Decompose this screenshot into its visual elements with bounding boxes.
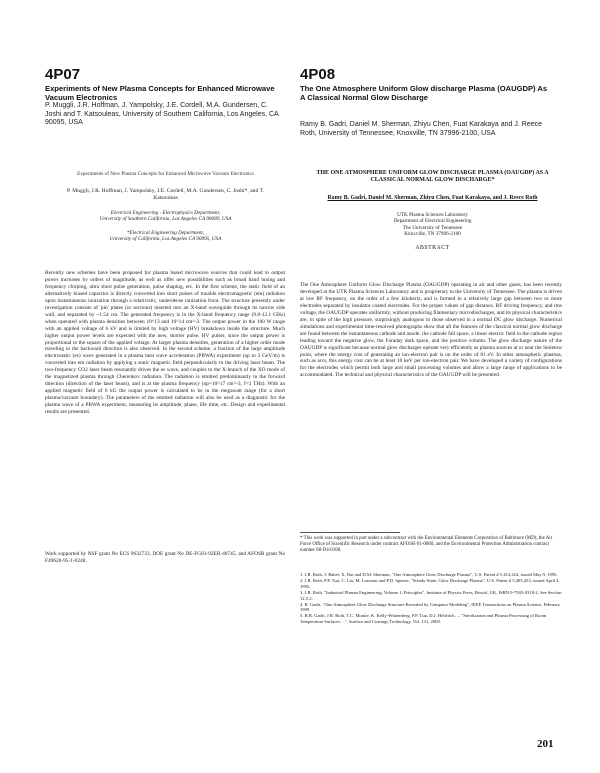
paper-authors-right: Ramy B. Gadri, Daniel M. Sherman, Zhiyu Chen, Fuat Karakaya, and J. Reece Roth	[327, 194, 538, 201]
paper-right	[310, 170, 555, 251]
abstract-code-left: 4P07	[45, 66, 81, 83]
paper-authors-left: P. Muggli, J.R. Hoffman, J. Yampolsky, J.E. Cordell, M.A. Gundersen, C. Joshi*, and T. Katsouleas	[67, 188, 264, 202]
reference-item: 2. J.R. Roth, P.P. Tsai, C. Liu, M. Laroussi and P.D. Spence, "Steady-State, Glow Discharge Plasma", U.S. Patent # 5,403,453, issued April 4, 1995.	[300, 577, 560, 589]
abstract-heading: ABSTRACT	[415, 245, 450, 252]
session-title-right: The One Atmosphere Uniform Glow discharge Plasma (OAUGDP) As A Classical Normal Glow Discharge	[300, 84, 548, 102]
body-text-left: Recently new schemes have been proposed for plasma based microwave sources that could lead to output power increases by orders of magnitude, as well as offer new possibilities such as broad band tuning and frequency chirping, ultra short pulse generation, pulse shaping, etc. In the first scheme, the static field of an alternatively biased capacitor is directly converted into short pulses of tunable electromagnetic (em) radiation upon instantaneous ionization through a relativistic, underdense ionization front. The structure presently under investigation consists of 'pin' plates (or sections) inserted into an X-band waveguide through its narrow side wall, and separated by ~1.54 cm. The generated frequency is in the X-band frequency range (9.8-12.1 GHz) when operated with plasma densities between 10^13 and 10^14 cm^-3. The output power in the 100 W range with an applied voltage of 6 kV and is limited by high voltage (HV) breakdown inside the structure. Much higher output power levels are expected with the new, shorter pulse, HV pulser, since the output power is proportional to the square of the applied voltage. At larger plasma densities, generation of a higher order mode traveling in the backward direction is also observed. In the second scheme, a fraction of the large amplitude electrostatic (es) wave generated in a plasma beat wave acceleration (PBWA) experiment (up to 3 GeV/m) is converted into em radiation by applying a static magnetic field perpendicularly to the driving laser beam. The two-frequency CO2 laser beam resonantly drives the es wave, and couples to the X-branch of the XO mode of the magnetized plasma through Cherenkov radiation. The radiation is emitted predominantly in the forward direction (direction of the laser beam), and is at the plasma frequency (np=10^17 cm^-3, f=3 THz). With an applied magnetic field of 6 kG the output power is calculated to be in the megawatt range (for a short plasma/vacuum boundary). The parameters of the emitted radiation will also be used as a diagnostic for the plasma wave of a PBWA experiment, measuring its amplitude, phase, life time, etc. Design and experimental results are presented.	[45, 270, 285, 416]
reference-item: 3. J.R. Roth, "Industrial Plasma Engineering, Volume 1: Principles", Institute of Physics Press, Bristol, UK, ISBN 0-7503-0318-2, See Section 12.5.2.	[300, 589, 562, 601]
references-list	[300, 572, 562, 625]
affiliation-2-univ: University of California, Los Angeles CA 90095, USA	[109, 236, 222, 243]
session-authors-left: P. Muggli, J.R. Hoffman, J. Yampolsky, J.E. Cordell, M.A. Gundersen, C. Joshi and T. Katsouleas, University of Southern California, Los Angeles, CA 90095, USA	[45, 102, 279, 127]
affiliation-1-dept: Electrical Engineering - Electrophysics Department,	[110, 210, 221, 216]
page-number: 201	[537, 738, 554, 750]
reference-item: 4. R. Gadri, "One Atmosphere Glow Discharge Structure Revealed by Computer Modeling", IEEE Transactions on Plasma Science, February 1999.	[300, 601, 561, 613]
footnote-right: * This work was supported in part under a subcontract with the Environmental Elements Corporation of Baltimore (MD), the Air Force Office of Scientific Research under contract AFOSR-91-0080, and the Environmental Protection Administration contract number 68-D4-0108.	[300, 536, 553, 554]
affiliation-2-dept: *Electrical Engineering Department,	[126, 229, 205, 236]
lab-name: UTK Plasma Sciences Laboratory	[397, 211, 468, 218]
affiliation-1-univ: University of Southern California, Los Angeles CA 90089, USA	[99, 216, 232, 223]
abstract-text-right: The One Atmosphere Uniform Glow Discharge Plasma (OAUGDP) operating in air and other gases, has been recently developed at the UTK Plasma Sciences Laboratory and is proprietary to the University of Tennessee. The plasma is driven at low RF frequency, on the order of a few kilohertz, and is formed in a relatively large gap between two or more electrodes separated by insulator coated electrodes. For the proper values of gap distance, RF driving frequency, and rms voltage, the OAUGDP operates uniformly, without producing filamentary microdischarges, and its physical characteristics are, in spite of the high pressure, surprisingly analogous to those observed in a normal DC glow discharge. Numerical simulations and experimental time-resolved photographs show that all the features of the classical normal glow discharge are found between the instantaneous cathode and anode: the cathode fall space, a linear electric field in the cathode region leading toward the negative glow, the Faraday dark space, and the positive column. The glow discharge nature of the OAUGDP is significant because normal glow discharges operate very efficiently as plasma sources at or near the Stoletow point, where the energy cost of generating an ion-electron pair is on the order of 81 eV. In other atmospheric plasmas, such as arcs, this energy cost can be at least 10 keV per ion-electron pair. We have developed a variety of configurations for the electrodes which permit both large and small processing volumes and allow a large range of applications to be accommodated. The technical and physical characteristics of the OAUGDP will be presented.	[300, 282, 562, 379]
session-title-left: Experiments of New Plasma Concepts for Enhanced Microwave Vacuum Electronics	[45, 84, 275, 102]
department: Department of Electrical Engineering	[393, 218, 472, 225]
paper-title-left: Experiments of New Plasma Concepts for Enhanced Microwave Vacuum Electronics	[77, 171, 254, 177]
funding-note-left: Work supported by NSF grant No ECS 9632733, DOE grant No DE-FG03-92ER-40745, and AFOSR grant No F49620-95-1-0248.	[45, 551, 285, 564]
abstract-code-right: 4P08	[300, 66, 336, 83]
paper-title-right: THE ONE ATMOSPHERE UNIFORM GLOW DISCHARGE PLASMA (OAUGDP) AS A CLASSICAL NORMAL GLOW DISCHARGE*	[316, 170, 549, 184]
university: The University of Tennessee	[402, 224, 463, 231]
footnote-divider	[300, 532, 400, 533]
city: Knoxville, TN 37996-2100	[404, 231, 461, 238]
reference-item: 1. J.R. Roth, J. Rahel, X. Dai and D.M. Sherman, "One Atmosphere Glow Discharge Plasma", U.S. Patent # 5,414,324, issued May 9, 1995.	[300, 572, 558, 577]
reference-item: 5. R.B. Gadri, J.R. Roth, T.C. Montie, K. Kelly-Wintenberg, P.P. Tsai, D.J. Helfritch, ... "Sterilization and Plasma Processing of Room Temperature Surfaces ...", Surface and Coatings Technology, Vol. 131, 2000.	[300, 613, 547, 625]
session-authors-right: Ramy B. Gadri, Daniel M. Sherman, Zhiyu Chen, Fuat Karakaya and J. Reece Roth, University of Tennessee, Knoxville, TN 37996-2100, USA	[300, 121, 542, 137]
paper-left	[58, 171, 273, 243]
